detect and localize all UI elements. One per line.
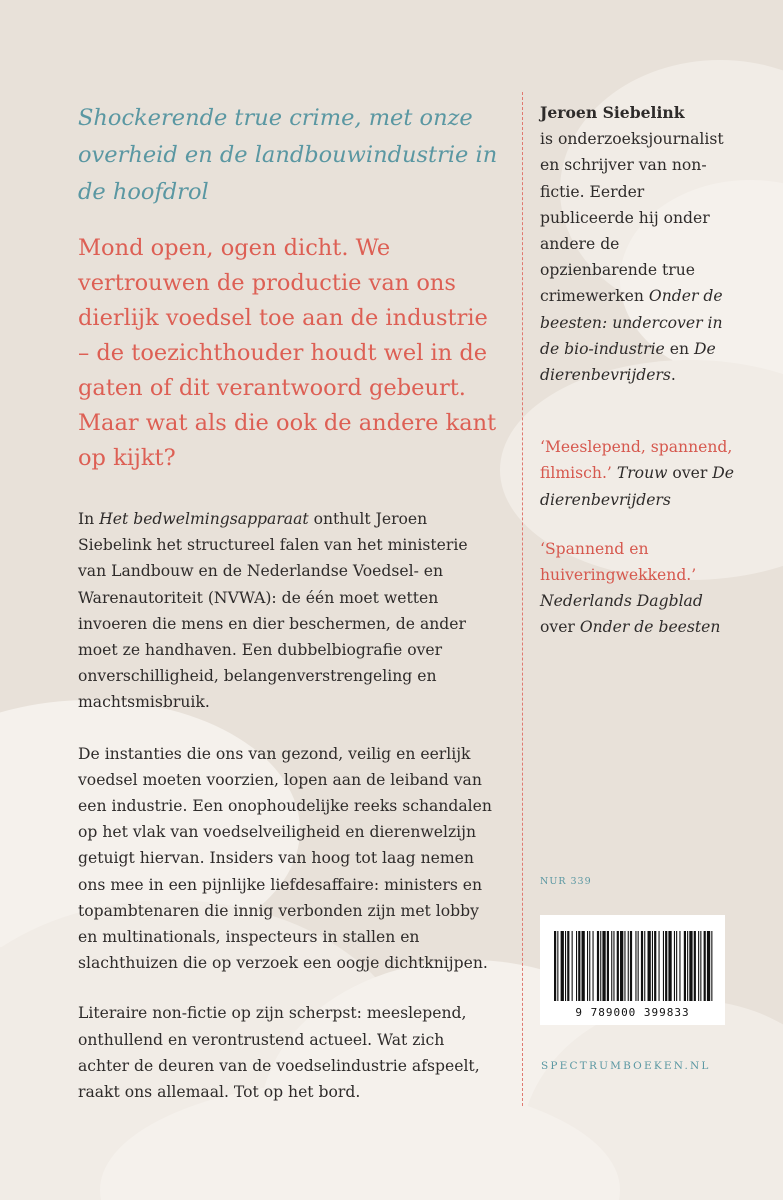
author-name: Jeroen Siebelink	[540, 103, 685, 122]
quote-source: Nederlands Dagblad	[540, 592, 703, 611]
lead-paragraph: Mond open, ogen dicht. We vertrouwen de productie van ons dierlijk voedsel toe aan de industrie – de toezichthouder houdt wel in de gaten of dit verantwoord gebeurt. Maar wat als die ook de andere kant op kijkt?	[78, 235, 497, 471]
isbn-barcode	[540, 915, 725, 1025]
barcode-bar	[587, 931, 588, 1001]
barcode-bar	[663, 931, 664, 1001]
barcode-bar	[620, 931, 623, 1001]
barcode-bar	[628, 931, 629, 1001]
barcode-bar	[611, 931, 612, 1001]
barcode-bar	[597, 931, 599, 1001]
review-quote-1	[540, 434, 740, 513]
barcode-bar	[684, 931, 686, 1001]
barcode-bar	[707, 931, 710, 1001]
quote-book: De dierenbevrijders	[540, 464, 734, 509]
nur-code: NUR 339	[540, 876, 592, 887]
barcode-bar	[617, 931, 619, 1001]
barcode-bar	[630, 931, 632, 1001]
barcode-bar	[565, 931, 566, 1001]
barcode-bar	[665, 931, 667, 1001]
barcode-bar	[554, 931, 556, 1001]
dashed-divider	[522, 92, 523, 1106]
barcode-bar	[602, 931, 605, 1001]
quote-text: ‘Spannend en huiveringwekkend.’	[540, 539, 697, 585]
barcode-bars	[540, 915, 725, 1007]
author-bio	[540, 100, 740, 388]
barcode-bar	[679, 931, 680, 1001]
barcode-bar	[704, 931, 706, 1001]
review-quote-2	[540, 536, 740, 641]
barcode-bar	[624, 931, 625, 1001]
barcode-bar	[557, 931, 558, 1001]
quote-book: Onder de beesten	[579, 618, 721, 637]
book-title: Het bedwelmingsapparaat	[99, 510, 309, 528]
barcode-bar	[652, 931, 653, 1001]
barcode-bar	[654, 931, 656, 1001]
barcode-bar	[644, 931, 645, 1001]
quote-source: Trouw	[616, 464, 668, 483]
isbn-number: 9 789000 399833	[575, 1006, 690, 1019]
barcode-bar	[572, 931, 573, 1001]
barcode-bar	[641, 931, 643, 1001]
barcode-bar	[698, 931, 699, 1001]
left-column	[78, 100, 498, 1129]
website-link[interactable]: SPECTRUMBOEKEN.NL	[541, 1060, 711, 1072]
barcode-bar	[582, 931, 585, 1001]
barcode-bar	[676, 931, 677, 1001]
tagline: Shockerende true crime, met onze overheid en de landbouwindustrie in de hoofdrol	[78, 105, 498, 205]
barcode-bar	[689, 931, 692, 1001]
barcode-bar	[674, 931, 675, 1001]
barcode-bar	[567, 931, 569, 1001]
body-p1-prefix: In	[78, 510, 100, 528]
barcode-bar	[578, 931, 580, 1001]
quote-text: ‘Meeslepend, spannend, filmisch.’	[540, 438, 733, 483]
body-paragraph-3: Literaire non-fictie op zijn scherpst: meeslepend, onthullend en verontrustend actueel. Wat zich achter de deuren van de voedselindustrie afspeelt, raakt ons allemaal. Tot op het bord.	[78, 1004, 480, 1102]
barcode-bar	[593, 931, 594, 1001]
body-paragraph-1	[78, 506, 498, 716]
author-bio-2: en	[664, 339, 694, 358]
barcode-bar	[589, 931, 590, 1001]
author-book-1: Onder de beesten: undercover in de bio-industrie	[540, 287, 723, 358]
barcode-bar	[613, 931, 614, 1001]
barcode-bar	[700, 931, 701, 1001]
quote-over: over	[667, 464, 713, 483]
barcode-bar	[659, 931, 660, 1001]
barcode-bar	[648, 931, 651, 1001]
barcode-bar	[694, 931, 696, 1001]
barcode-bar	[687, 931, 688, 1001]
author-book-2: De dierenbevrijders	[540, 339, 716, 385]
barcode-bar	[638, 931, 639, 1001]
barcode-bar	[607, 931, 609, 1001]
barcode-bar	[561, 931, 564, 1001]
body-p1-rest: onthult Jeroen Siebelink het structureel falen van het ministerie van Landbouw en de Nederlandse Voedsel- en Warenautoriteit (NVWA): de één moet wetten invoeren die mens en dier beschermen, de ander moet ze handhaven. Een dubbelbiografie over onverschilligheid, belangenverstrengeling en machtsmisbruik.	[78, 510, 468, 712]
barcode-bar	[600, 931, 601, 1001]
barcode-bar	[668, 931, 671, 1001]
quote-over: over	[540, 618, 580, 637]
author-bio-3: .	[670, 366, 676, 385]
barcode-bar	[635, 931, 636, 1001]
barcode-bar	[711, 931, 712, 1001]
right-column	[540, 100, 740, 641]
body-text	[78, 506, 498, 1105]
barcode-bar	[576, 931, 577, 1001]
author-bio-1: is onderzoeksjournalist en schrijver van non-fictie. Eerder publiceerde hij onder andere de opzienbarende true crimewerken	[540, 130, 724, 306]
body-paragraph-2: De instanties die ons van gezond, veilig en eerlijk voedsel moeten voorzien, lopen aan de leiband van een industrie. Een onophoudelijke reeks schandalen op het vlak van voedselveiligheid en dierenwelzijn getuigt hiervan. Insiders van hoog tot laag nemen ons mee in een pijnlijke liefdesaffaire: ministers en topambtenaren die innig verbonden zijn met lobby en multinationals, inspecteurs in stallen en slachthuizen die op verzoek een oogje dichtknijpen.	[78, 744, 492, 973]
